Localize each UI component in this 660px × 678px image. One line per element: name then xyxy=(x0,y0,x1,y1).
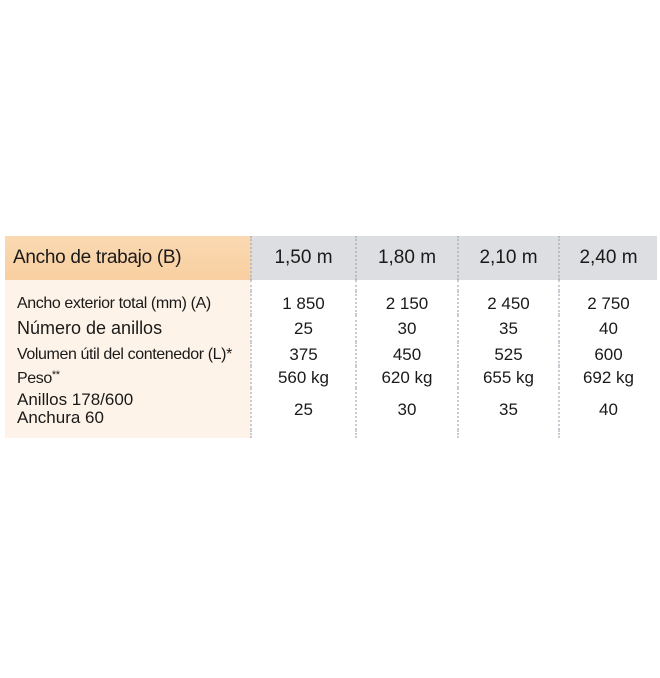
table-cell: 25 xyxy=(251,315,356,342)
table-cell: 2 450 xyxy=(458,291,559,315)
table-cell: 525 xyxy=(458,342,559,366)
table-row xyxy=(5,366,657,388)
footnote-marker: ** xyxy=(51,369,60,381)
row-label xyxy=(5,388,251,430)
table-cell: 600 xyxy=(559,342,657,366)
header-row xyxy=(5,236,657,280)
table-cell: 560 kg xyxy=(251,366,356,388)
header-width-4: 2,40 m xyxy=(559,236,657,280)
table-cell: 655 kg xyxy=(458,366,559,388)
table-cell: 30 xyxy=(356,388,458,430)
table-cell: 40 xyxy=(559,315,657,342)
table-cell: 375 xyxy=(251,342,356,366)
table-cell: 692 kg xyxy=(559,366,657,388)
header-width-1: 1,50 m xyxy=(251,236,356,280)
table-cell: 2 150 xyxy=(356,291,458,315)
table-cell: 450 xyxy=(356,342,458,366)
row-label-line-1: Anillos 178/600 xyxy=(17,390,134,409)
header-width-2: 1,80 m xyxy=(356,236,458,280)
header-width-3: 2,10 m xyxy=(458,236,559,280)
table-row xyxy=(5,388,657,430)
table-cell: 25 xyxy=(251,388,356,430)
table-row xyxy=(5,291,657,315)
row-label: Volumen útil del contenedor (L)* xyxy=(5,342,251,366)
table-cell: 35 xyxy=(458,388,559,430)
bottom-row xyxy=(5,430,657,438)
specifications-table xyxy=(5,236,657,438)
row-label: Ancho exterior total (mm) (A) xyxy=(5,291,251,315)
table-cell: 1 850 xyxy=(251,291,356,315)
table-cell: 35 xyxy=(458,315,559,342)
row-label-text: Peso xyxy=(17,370,52,387)
row-label xyxy=(5,366,251,388)
table-row xyxy=(5,315,657,342)
table-row xyxy=(5,342,657,366)
table-cell: 2 750 xyxy=(559,291,657,315)
row-label-line-2: Anchura 60 xyxy=(17,408,104,427)
table-cell: 30 xyxy=(356,315,458,342)
table-cell: 40 xyxy=(559,388,657,430)
table-cell: 620 kg xyxy=(356,366,458,388)
header-label: Ancho de trabajo (B) xyxy=(5,236,251,280)
row-label: Número de anillos xyxy=(5,315,251,342)
spacer-row xyxy=(5,280,657,291)
